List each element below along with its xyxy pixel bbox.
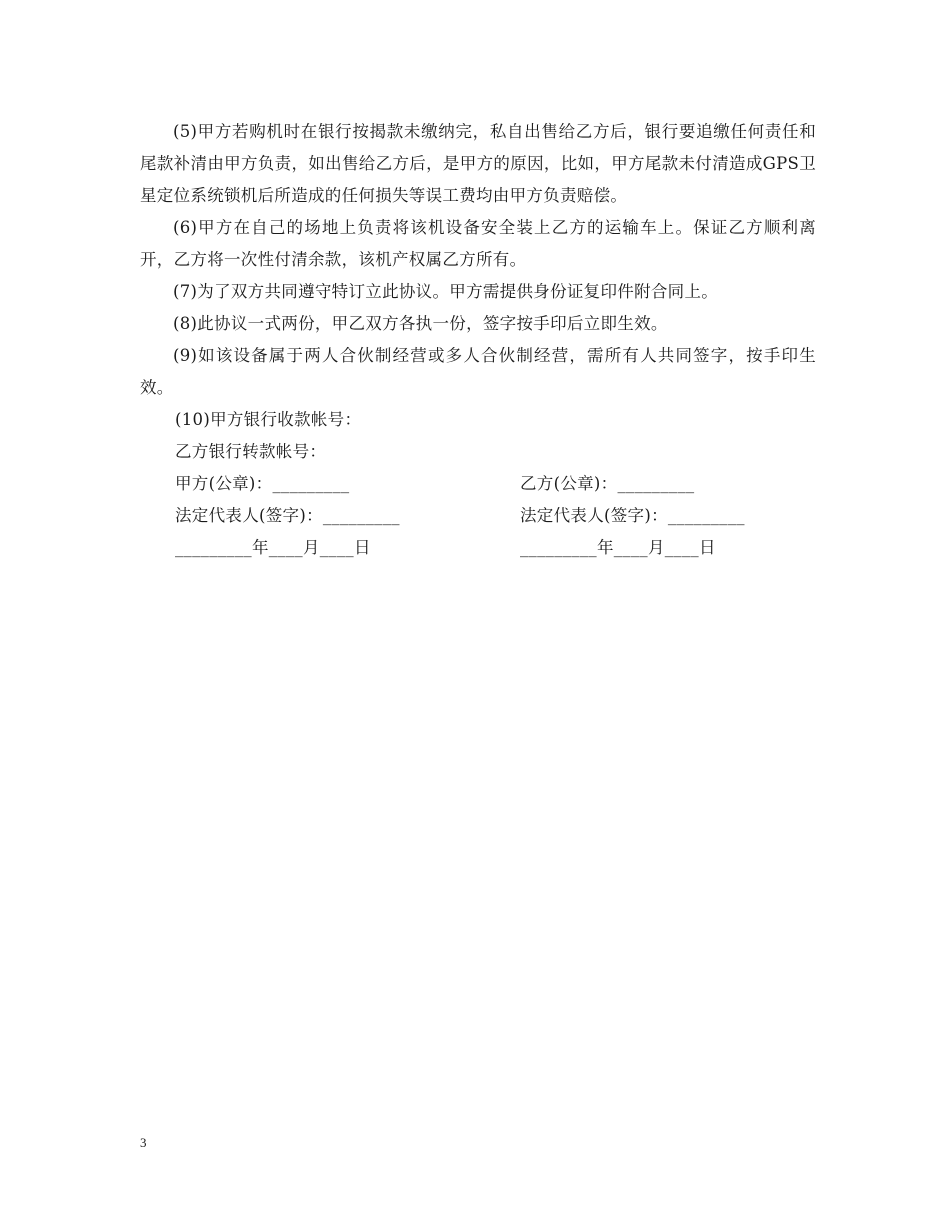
party-a-date: _________年____月____日 (175, 538, 371, 557)
page-number: 3 (140, 1135, 147, 1150)
clause-10-bank-account-a: (10)甲方银行收款帐号： (175, 410, 362, 429)
representative-row (140, 500, 816, 532)
date-row (140, 532, 816, 564)
party-b-representative: 法定代表人(签字)：_________ (520, 506, 745, 525)
document-body (140, 116, 816, 564)
party-a-representative: 法定代表人(签字)：_________ (175, 506, 400, 525)
party-b-seal: 乙方(公章)：_________ (520, 474, 695, 493)
clause-6: (6)甲方在自己的场地上负责将该机设备安全装上乙方的运输车上。保证乙方顺利离开，乙方将一次性付清余款，该机产权属乙方所有。 (140, 218, 816, 269)
party-b-date: _________年____月____日 (520, 538, 716, 557)
clause-7: (7)为了双方共同遵守特订立此协议。甲方需提供身份证复印件附合同上。 (173, 282, 719, 301)
party-a-seal: 甲方(公章)：_________ (175, 474, 350, 493)
seal-row (140, 468, 816, 500)
clause-8: (8)此协议一式两份，甲乙双方各执一份，签字按手印后立即生效。 (173, 314, 668, 333)
bank-account-b: 乙方银行转款帐号： (175, 442, 327, 461)
clause-5: (5)甲方若购机时在银行按揭款未缴纳完，私自出售给乙方后，银行要追缴任何责任和尾款补清由甲方负责，如出售给乙方后，是甲方的原因，比如，甲方尾款未付清造成GPS卫星定位系统锁机后所造成的任何损失等误工费均由甲方负责赔偿。 (140, 122, 816, 205)
clause-9: (9)如该设备属于两人合伙制经营或多人合伙制经营，需所有人共同签字，按手印生效。 (140, 346, 816, 397)
